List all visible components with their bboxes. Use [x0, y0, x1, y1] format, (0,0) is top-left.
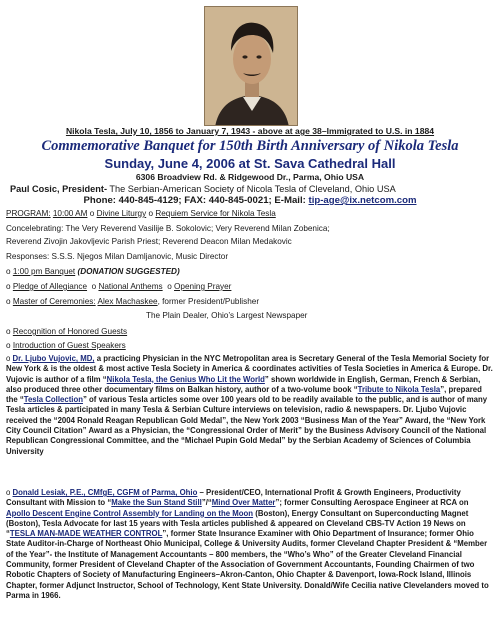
email-link[interactable]: tip-age@ix.netcom.com [308, 195, 417, 206]
lesiak-text-2: ”/“ [201, 498, 212, 508]
lesiak-apollo: Apollo Descent Engine Control Assembly for Landing on the Moon [6, 508, 254, 518]
master-name: Alex Machaskee [97, 297, 158, 306]
portrait-photo [204, 6, 298, 126]
event-title: Commemorative Banquet for 150th Birth Anniversary of Nikola Tesla [41, 138, 459, 154]
master-line-2: The Plain Dealer, Ohio’s Largest Newspaper [146, 311, 308, 320]
vujovic-text-4: ” of various Tesla articles some over 100 years old to be readily available to the public, and is author of many Tesla articles & participated in many Tesla & Serbian Culture interviews on television, radio & newspapers. Dr. Ljubo Vujovic received the “2004 Ronald Reagan Republican Gold Medal”, the New York 2003 “Business Man of the Year” Award, the “New York City Council Citation” Award as a Physician, the “Congressional Order of Merit” by the Business Advisory Council of the National Republican Congressional Committee, and the “Michael Pupin Gold Medal” by the Serbian Academy of Sciences of Columbia University [6, 395, 488, 456]
lesiak-text-3: ”; former Consulting Aerospace Engineer at RCA on [275, 498, 469, 508]
banquet-time: 1:00 pm Banquet [12, 267, 76, 276]
program-line [6, 209, 276, 219]
vujovic-name: Dr. Ljubo Vujovic, MD, [12, 354, 95, 363]
bullet-icon: o [6, 341, 11, 350]
master-rest: , former President/Publisher [157, 297, 260, 306]
program-item-requiem: Requiem Service for Nikola Tesla [155, 209, 276, 218]
vujovic-text-2: ” shown worldwide in English, German, French & Serbian, also produced three other documentary films on Balkan history, author of a two-volume book “ [6, 374, 481, 394]
phone-fax: Phone: 440-845-4129; FAX: 440-845-0021; E-Mail: [83, 195, 309, 206]
photo-caption: Nikola Tesla, July 10, 1856 to January 7, 1943 - above at age 38–Immigrated to U.S. in 1884 [65, 126, 435, 136]
bullet-icon: o [6, 267, 11, 276]
lesiak-text-4: (Boston), Energy Consultant on Superconducting Magnet (Boston), Tesla Advocate for last 15 years with Tesla articles published & appeared on Cleveland CBS-TV Action 19 News on “ [6, 508, 469, 539]
master-line [6, 297, 259, 307]
vujovic-text-3: ”, prepared the “ [6, 384, 482, 405]
bullet-icon: o [6, 282, 11, 291]
bullet-icon: o [6, 297, 11, 306]
president-line [10, 184, 396, 194]
pledge-line [6, 282, 231, 292]
recognition-text: Recognition of Honored Guests [12, 327, 128, 336]
lesiak-name: Donald Lesiak, P.E., CMfgE, CGFM of Parma, Ohio [12, 488, 198, 497]
vujovic-text-1: a practicing Physician in the NYC Metropolitan area is Secretary General of the Tesla Memorial Society for New York & is the oldest & most active Tesla Society in America & coordinates activities of Tesla Societies in America & Europe. Dr. Vujovic is author of a film “ [6, 354, 493, 384]
contact-line [0, 195, 500, 206]
lesiak-weather: TESLA MAN-MADE WEATHER CONTROL [9, 529, 163, 539]
banquet-note: (DONATION SUGGESTED) [77, 267, 180, 276]
concelebrating-line-2: Reverend Zivojin Jakovljevic Parish Priest; Reverend Deacon Milan Medakovic [6, 237, 292, 246]
lesiak-bio [6, 488, 494, 601]
event-address: 6306 Broadview Rd. & Ridgewood Dr., Parma, Ohio USA [135, 172, 365, 182]
bullet-icon: o [6, 327, 11, 336]
concelebrating-line-1: Concelebrating: The Very Reverend Vasilije B. Sokolovic; Very Reverend Milan Zobenica; [6, 224, 330, 233]
vujovic-collection: Tesla Collection [23, 395, 83, 405]
president-org: The Serbian-American Society of Nicola Tesla of Cleveland, Ohio USA [107, 184, 396, 194]
portrait-icon [205, 7, 298, 126]
vujovic-book: Tribute to Nikola Tesla [357, 384, 441, 394]
program-item-liturgy: Divine Liturgy [96, 209, 147, 218]
introduction-line [6, 341, 126, 351]
lesiak-text-1: – President/CEO, International Profit & Growth Engineers, Productivity Consultant with Mission to “ [6, 488, 461, 508]
banquet-line [6, 267, 180, 277]
bullet-icon: o [91, 282, 97, 291]
lesiak-text-5: ”, former State Insurance Examiner with Ohio Department of Insurance; former Ohio State Auditor-in-Charge of Northeast Ohio Municipal, College & University Audits, former Cleveland Chapter President & “Member of the Year”- the Institute of Management Accountants – 800 members, the “Who’s Who” of the Greater Cleveland Financial Community, former President of Cleveland Chapter of the Association of Government Accountants, Founding Chairmen of two Robotic Chapters of Society of Manufacturing Engineers–Akron-Canton, Ohio Chapter & Davenport, Iowa-Rock Island, Illinois Chapter, former Adjunct Instructor, School of Technology, Kent State University. Donald/Wife Cecilia native Clevelanders moved to Parma in 1966. [6, 529, 489, 600]
responses-line: Responses: S.S.S. Njegos Milan Damljanovic, Music Director [6, 252, 229, 261]
introduction-text: Introduction of Guest Speakers [12, 341, 126, 350]
lesiak-mission-2: Mind Over Matter [211, 498, 276, 508]
bullet-icon: o [167, 282, 172, 291]
program-label: PROGRAM: [6, 209, 51, 218]
event-date: Sunday, June 4, 2006 at St. Sava Cathedral Hall [104, 156, 396, 171]
president-name: Paul Cosic, President- [10, 184, 108, 194]
vujovic-film: Nikola Tesla, the Genius Who Lit the World [106, 374, 265, 384]
prayer-item: Opening Prayer [174, 282, 232, 291]
pledge-item: Pledge of Allegiance [12, 282, 88, 291]
bullet-icon: o [6, 488, 13, 497]
program-time: 10:00 AM [52, 209, 88, 218]
anthems-item: National Anthems [98, 282, 163, 291]
master-label: Master of Ceremonies: [12, 297, 96, 306]
lesiak-mission-1: Make the Sun Stand Still [111, 498, 202, 508]
vujovic-bio [6, 354, 494, 457]
bullet-icon: o [6, 354, 13, 363]
bullet-icon: o [148, 209, 154, 218]
recognition-line [6, 327, 127, 337]
bullet-icon: o [89, 209, 95, 218]
